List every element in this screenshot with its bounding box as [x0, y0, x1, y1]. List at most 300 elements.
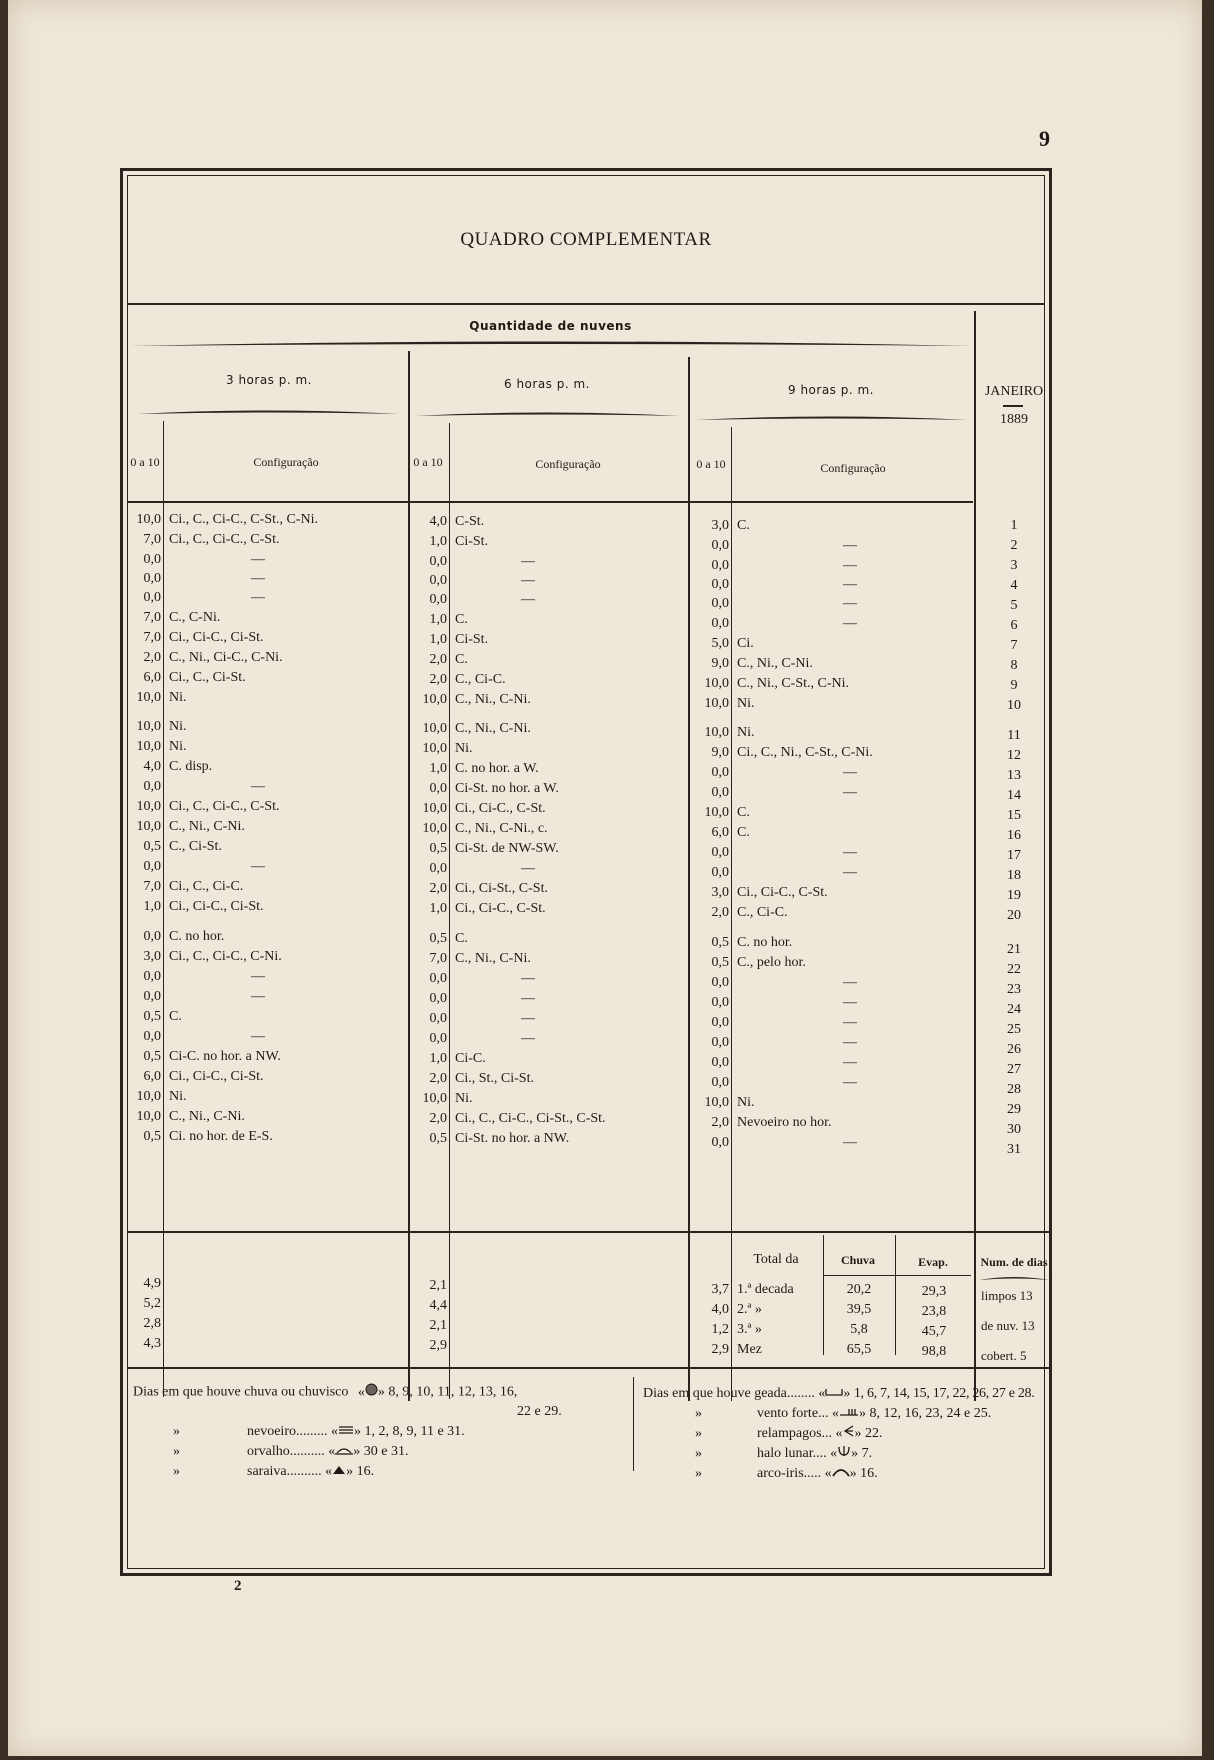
config-9pm: —	[843, 1015, 857, 1030]
config-9pm: C.	[737, 825, 750, 840]
config-3pm: —	[251, 989, 265, 1004]
clouds-6pm-value: 10,0	[422, 821, 447, 836]
clouds-6pm-value: 0,5	[429, 841, 447, 856]
hail-label: saraiva..........	[247, 1464, 322, 1480]
config-9pm: —	[843, 765, 857, 780]
frost-symbol-icon	[825, 1385, 843, 1403]
vline-scale-6pm	[449, 423, 450, 1399]
month-divider	[1003, 405, 1023, 407]
clouds-6pm-value: 1,0	[429, 1051, 447, 1066]
rainbow-days: 16.	[860, 1466, 878, 1482]
total-label: Total da	[753, 1252, 799, 1267]
config-6pm: Ni.	[455, 741, 473, 756]
period-9pm-brace	[695, 415, 967, 425]
month-label: JANEIRO	[984, 384, 1044, 399]
halo-row: halo lunar.... « » 7.	[757, 1446, 873, 1462]
clouds-9pm-value: 0,0	[711, 995, 729, 1010]
summary-period-label: 1.ª decada	[737, 1282, 794, 1297]
clouds-6pm-value: 10,0	[422, 741, 447, 756]
day-number: 21	[1007, 942, 1021, 957]
clouds-9pm-value: 0,5	[711, 955, 729, 970]
page-number: 9	[1039, 126, 1050, 151]
summary-6pm-value: 2,1	[429, 1278, 447, 1293]
evap-header: Evap.	[918, 1255, 948, 1269]
config-9pm: —	[843, 1035, 857, 1050]
summary-numdias-value: limpos 13	[981, 1288, 1033, 1303]
config-6pm: C-St.	[455, 514, 485, 529]
config-3pm: Ci., C., Ci-C.	[169, 879, 244, 894]
config-3pm: —	[251, 590, 265, 605]
clouds-9pm-value: 0,0	[711, 616, 729, 631]
clouds-9pm-value: 0,0	[711, 1035, 729, 1050]
clouds-6pm-value: 0,5	[429, 1131, 447, 1146]
clouds-3pm-value: 0,0	[143, 929, 161, 944]
lightning-days: 22.	[865, 1426, 883, 1442]
table-frame	[120, 168, 1052, 1576]
config-3pm: C. no hor.	[169, 929, 225, 944]
clouds-3pm-value: 10,0	[136, 819, 161, 834]
config-9pm: C.	[737, 805, 750, 820]
day-number: 13	[1007, 768, 1021, 783]
clouds-9pm-value: 10,0	[704, 1095, 729, 1110]
summary-evap-value: 23,8	[921, 1304, 947, 1319]
config-6pm: C.	[455, 652, 468, 667]
wind-days: 8, 12, 16, 23, 24 e 25.	[869, 1406, 992, 1422]
config-3pm: Ci., C., Ci-C., C-Ni.	[169, 949, 282, 964]
config-9pm: —	[843, 995, 857, 1010]
clouds-3pm-value: 0,0	[143, 590, 161, 605]
clouds-9pm-value: 0,0	[711, 1015, 729, 1030]
config-6pm: Ci., St., Ci-St.	[455, 1071, 534, 1086]
clouds-6pm-value: 2,0	[429, 652, 447, 667]
clouds-6pm-value: 1,0	[429, 901, 447, 916]
clouds-6pm-value: 0,0	[429, 554, 447, 569]
config-3pm: Ci., C., Ci-C., C-St.	[169, 532, 280, 547]
period-9pm: 9 horas p. m.	[788, 383, 874, 397]
config-9pm: C., Ci-C.	[737, 905, 788, 920]
clouds-6pm-value: 0,0	[429, 573, 447, 588]
config-3pm: —	[251, 552, 265, 567]
halo-symbol-icon	[837, 1445, 851, 1463]
clouds-9pm-value: 0,0	[711, 538, 729, 553]
config-3pm: C., Ni., C-Ni.	[169, 819, 245, 834]
summary-evap-value: 45,7	[921, 1324, 947, 1339]
clouds-3pm-value: 10,0	[136, 719, 161, 734]
clouds-6pm-value: 0,0	[429, 1031, 447, 1046]
notes-left-intro: Dias em que houve chuva ou chuvisco	[133, 1384, 349, 1400]
clouds-9pm-value: 10,0	[704, 676, 729, 691]
clouds-3pm-value: 0,5	[143, 1129, 161, 1144]
rain-days: 8, 9, 10, 11, 12, 13, 16,	[388, 1384, 518, 1400]
config-6pm: Ci-St. no hor. a NW.	[455, 1131, 570, 1146]
config-6pm: Ni.	[455, 1091, 473, 1106]
clouds-3pm-value: 0,0	[143, 989, 161, 1004]
config-6pm: Ci., Ci-C., C-St.	[455, 801, 546, 816]
config-3pm: Ni.	[169, 739, 187, 754]
config-6pm: —	[521, 554, 535, 569]
clouds-9pm-value: 3,0	[711, 518, 729, 533]
clouds-6pm-value: 2,0	[429, 881, 447, 896]
config-6pm: C. no hor. a W.	[455, 761, 539, 776]
clouds-6pm-value: 0,0	[429, 861, 447, 876]
clouds-3pm-value: 6,0	[143, 670, 161, 685]
config-9pm: C., pelo hor.	[737, 955, 806, 970]
period-3pm-brace	[137, 409, 399, 419]
numdias-brace	[979, 1275, 1049, 1285]
day-number: 7	[1010, 638, 1018, 653]
day-number: 14	[1007, 788, 1021, 803]
wind-symbol-icon	[839, 1405, 859, 1423]
clouds-3pm-value: 0,0	[143, 859, 161, 874]
config-3pm: C., Ni., C-Ni.	[169, 1109, 245, 1124]
config-9pm: —	[843, 538, 857, 553]
rainbow-row: arco-iris..... « » 16.	[757, 1466, 878, 1482]
clouds-header-brace	[129, 339, 971, 349]
config-3pm: Ci., C., Ci-St.	[169, 670, 246, 685]
summary-9pm-value: 1,2	[711, 1322, 729, 1337]
clouds-3pm-value: 7,0	[143, 532, 161, 547]
config-9pm: —	[843, 865, 857, 880]
clouds-9pm-value: 0,0	[711, 577, 729, 592]
summary-evap-value: 98,8	[921, 1344, 947, 1359]
config-9pm: —	[843, 845, 857, 860]
config-9pm: —	[843, 577, 857, 592]
clouds-3pm-value: 0,5	[143, 1049, 161, 1064]
clouds-3pm-value: 0,0	[143, 552, 161, 567]
notes-right-intro: Dias em que houve geada........	[643, 1386, 815, 1402]
config-3pm: C. disp.	[169, 759, 213, 774]
day-number: 20	[1007, 908, 1021, 923]
summary-period-label: 2.ª »	[737, 1302, 762, 1317]
config-6pm: C., Ni., C-Ni.	[455, 721, 531, 736]
clouds-3pm-value: 0,0	[143, 1029, 161, 1044]
summary-3pm-value: 2,8	[143, 1316, 161, 1331]
config-3pm: —	[251, 859, 265, 874]
clouds-6pm-value: 1,0	[429, 534, 447, 549]
clouds-9pm-value: 0,0	[711, 1075, 729, 1090]
summary-numdias-value: cobert. 5	[981, 1348, 1027, 1363]
config-3pm: Ci., C., Ci-C., C-St., C-Ni.	[169, 512, 318, 527]
hail-row: saraiva.......... « » 16.	[247, 1464, 375, 1480]
config-9pm: C.	[737, 518, 750, 533]
clouds-9pm-value: 2,0	[711, 905, 729, 920]
header-rule	[127, 501, 973, 503]
clouds-6pm-value: 10,0	[422, 1091, 447, 1106]
summary-3pm-value: 4,9	[143, 1276, 161, 1291]
config-6pm: Ci-St. no hor. a W.	[455, 781, 559, 796]
config-6pm: C., Ni., C-Ni.	[455, 692, 531, 707]
vline-numdias	[974, 1235, 976, 1355]
wind-label: vento forte...	[757, 1406, 829, 1422]
day-number: 22	[1007, 962, 1021, 977]
day-number: 27	[1007, 1062, 1021, 1077]
day-number: 28	[1007, 1082, 1021, 1097]
summary-9pm-value: 2,9	[711, 1342, 729, 1357]
summary-6pm-value: 4,4	[429, 1298, 447, 1313]
config-9pm: Nevoeiro no hor.	[737, 1115, 832, 1130]
day-number: 1	[1010, 518, 1018, 533]
lightning-row: relampagos... « » 22.	[757, 1426, 883, 1442]
clouds-3pm-value: 0,0	[143, 779, 161, 794]
summary-period-label: Mez	[737, 1342, 762, 1357]
config-6pm: Ci-C.	[455, 1051, 486, 1066]
config-9pm: C., Ni., C-St., C-Ni.	[737, 676, 850, 691]
clouds-9pm-value: 2,0	[711, 1115, 729, 1130]
config-9pm: Ci., Ci-C., C-St.	[737, 885, 828, 900]
config-3pm: C., Ni., Ci-C., C-Ni.	[169, 650, 283, 665]
dew-symbol-icon	[335, 1443, 353, 1461]
summary-period-label: 3.ª »	[737, 1322, 762, 1337]
config-6pm: Ci., Ci-St., C-St.	[455, 881, 548, 896]
clouds-9pm-value: 3,0	[711, 885, 729, 900]
rain-symbol-icon	[365, 1383, 378, 1402]
summary-9pm-value: 3,7	[711, 1282, 729, 1297]
day-number: 19	[1007, 888, 1021, 903]
day-number: 11	[1007, 728, 1021, 743]
clouds-9pm-value: 10,0	[704, 696, 729, 711]
summary-6pm-value: 2,9	[429, 1338, 447, 1353]
clouds-9pm-value: 0,0	[711, 785, 729, 800]
config-6pm: C., Ci-C.	[455, 672, 506, 687]
clouds-3pm-value: 4,0	[143, 759, 161, 774]
clouds-3pm-value: 2,0	[143, 650, 161, 665]
config-9pm: C. no hor.	[737, 935, 793, 950]
period-6pm-brace	[415, 411, 679, 421]
config-6pm: C., Ni., C-Ni., c.	[455, 821, 548, 836]
hail-symbol-icon	[332, 1463, 346, 1481]
clouds-6pm-value: 0,5	[429, 931, 447, 946]
dew-label: orvalho..........	[247, 1444, 325, 1460]
config-9pm: —	[843, 785, 857, 800]
clouds-3pm-value: 0,5	[143, 1009, 161, 1024]
config-3pm: —	[251, 969, 265, 984]
clouds-3pm-value: 1,0	[143, 899, 161, 914]
clouds-9pm-value: 0,0	[711, 765, 729, 780]
summary-chuva-value: 20,2	[846, 1282, 872, 1297]
document-page	[8, 0, 1202, 1756]
fog-row: nevoeiro......... « » 1, 2, 8, 9, 11 e 31.	[247, 1424, 465, 1440]
config-9pm: —	[843, 1055, 857, 1070]
day-number: 12	[1007, 748, 1021, 763]
footer-number: 2	[234, 1578, 242, 1594]
config-9pm: Ni.	[737, 725, 755, 740]
day-number: 17	[1007, 848, 1021, 863]
day-number: 30	[1007, 1122, 1021, 1137]
halo-days: 7.	[861, 1446, 873, 1462]
ditto-fog: »	[173, 1424, 180, 1439]
clouds-9pm-value: 0,0	[711, 1055, 729, 1070]
fog-days: 1, 2, 8, 9, 11 e 31.	[364, 1424, 465, 1440]
config-6pm: —	[521, 573, 535, 588]
config-3pm: Ci., Ci-C., Ci-St.	[169, 899, 264, 914]
day-number: 2	[1010, 538, 1018, 553]
config-3pm: Ni.	[169, 690, 187, 705]
day-number: 29	[1007, 1102, 1021, 1117]
clouds-3pm-value: 10,0	[136, 512, 161, 527]
clouds-3pm-value: 0,0	[143, 571, 161, 586]
ditto-wind: »	[695, 1406, 702, 1421]
clouds-9pm-value: 0,0	[711, 558, 729, 573]
clouds-9pm-value: 0,0	[711, 975, 729, 990]
lightning-label: relampagos...	[757, 1426, 833, 1442]
day-number: 23	[1007, 982, 1021, 997]
dew-row: orvalho.......... « » 30 e 31.	[247, 1444, 409, 1460]
config-6pm: Ci-St.	[455, 534, 489, 549]
clouds-9pm-value: 9,0	[711, 745, 729, 760]
summary-6pm-value: 2,1	[429, 1318, 447, 1333]
summary-3pm-value: 4,3	[143, 1336, 161, 1351]
clouds-3pm-value: 10,0	[136, 1089, 161, 1104]
clouds-3pm-value: 7,0	[143, 610, 161, 625]
config-6pm: —	[521, 971, 535, 986]
summary-rule	[127, 1231, 1051, 1233]
clouds-6pm-value: 0,0	[429, 781, 447, 796]
ditto-halo: »	[695, 1446, 702, 1461]
day-number: 15	[1007, 808, 1021, 823]
config-6pm: C., Ni., C-Ni.	[455, 951, 531, 966]
config-9pm: —	[843, 1135, 857, 1150]
period-6pm: 6 horas p. m.	[504, 377, 590, 391]
clouds-3pm-value: 10,0	[136, 1109, 161, 1124]
config-6pm: Ci., Ci-C., C-St.	[455, 901, 546, 916]
summary-3pm-value: 5,2	[143, 1296, 161, 1311]
col-scale-9pm: 0 a 10	[696, 457, 726, 471]
rain-days-continued: 22 e 29.	[517, 1404, 562, 1419]
clouds-3pm-value: 10,0	[136, 799, 161, 814]
clouds-6pm-value: 2,0	[429, 1111, 447, 1126]
clouds-6pm-value: 0,0	[429, 991, 447, 1006]
clouds-9pm-value: 10,0	[704, 805, 729, 820]
summary-numdias-value: de nuv. 13	[981, 1318, 1035, 1333]
clouds-9pm-value: 0,0	[711, 845, 729, 860]
notes-left-line1: Dias em que houve chuva ou chuvisco « » 8, 9, 10, 11, 12, 13, 16,	[133, 1383, 517, 1402]
ditto-rainbow: »	[695, 1466, 702, 1481]
day-number: 9	[1010, 678, 1018, 693]
summary-chuva-value: 39,5	[846, 1302, 872, 1317]
config-9pm: —	[843, 558, 857, 573]
day-number: 3	[1010, 558, 1018, 573]
col-config-6pm: Configuração	[535, 457, 601, 471]
clouds-6pm-value: 1,0	[429, 612, 447, 627]
config-9pm: —	[843, 975, 857, 990]
clouds-6pm-value: 0,0	[429, 971, 447, 986]
config-3pm: Ci., Ci-C., Ci-St.	[169, 1069, 264, 1084]
clouds-3pm-value: 7,0	[143, 879, 161, 894]
day-number: 16	[1007, 828, 1021, 843]
col-scale-3pm: 0 a 10	[130, 455, 160, 469]
clouds-9pm-value: 6,0	[711, 825, 729, 840]
fog-symbol-icon	[338, 1423, 354, 1441]
clouds-3pm-value: 0,0	[143, 969, 161, 984]
summary-evap-value: 29,3	[921, 1284, 947, 1299]
clouds-3pm-value: 3,0	[143, 949, 161, 964]
clouds-6pm-value: 4,0	[429, 514, 447, 529]
ditto-hail: »	[173, 1464, 180, 1479]
config-6pm: Ci-St. de NW-SW.	[455, 841, 559, 856]
config-9pm: C., Ni., C-Ni.	[737, 656, 813, 671]
dew-days: 30 e 31.	[363, 1444, 409, 1460]
clouds-9pm-value: 0,5	[711, 935, 729, 950]
day-number: 24	[1007, 1002, 1021, 1017]
day-number: 4	[1010, 578, 1018, 593]
config-6pm: —	[521, 1011, 535, 1026]
clouds-3pm-value: 6,0	[143, 1069, 161, 1084]
clouds-6pm-value: 2,0	[429, 672, 447, 687]
hail-days: 16.	[356, 1464, 375, 1480]
config-3pm: —	[251, 779, 265, 794]
config-6pm: C.	[455, 612, 468, 627]
config-3pm: —	[251, 571, 265, 586]
day-number: 18	[1007, 868, 1021, 883]
vline-scale-3pm	[163, 421, 164, 1397]
config-6pm: —	[521, 1031, 535, 1046]
day-number: 8	[1010, 658, 1018, 673]
rainbow-symbol-icon	[832, 1465, 850, 1483]
config-9pm: Ni.	[737, 696, 755, 711]
notes-right-line1: Dias em que houve geada........ « » 1, 6, 7, 14, 15, 17, 22, 26, 27 e 28.	[643, 1386, 1035, 1402]
clouds-3pm-value: 0,5	[143, 839, 161, 854]
title-rule	[127, 303, 1045, 305]
day-number: 10	[1007, 698, 1021, 713]
config-3pm: C.	[169, 1009, 182, 1024]
day-number: 6	[1010, 618, 1018, 633]
config-9pm: —	[843, 596, 857, 611]
period-3pm: 3 horas p. m.	[226, 373, 312, 387]
config-3pm: C., Ci-St.	[169, 839, 222, 854]
summary-9pm-value: 4,0	[711, 1302, 729, 1317]
config-6pm: Ci-St.	[455, 632, 489, 647]
config-6pm: —	[521, 861, 535, 876]
col-config-3pm: Configuração	[253, 455, 319, 469]
clouds-6pm-value: 0,0	[429, 592, 447, 607]
clouds-6pm-value: 1,0	[429, 632, 447, 647]
clouds-6pm-value: 1,0	[429, 761, 447, 776]
wind-row: vento forte... « » 8, 12, 16, 23, 24 e 25.	[757, 1406, 992, 1422]
clouds-6pm-value: 2,0	[429, 1071, 447, 1086]
clouds-header: Quantidade de nuvens	[469, 319, 632, 333]
clouds-3pm-value: 10,0	[136, 690, 161, 705]
summary-sub-rule	[823, 1275, 971, 1276]
year-label: 1889	[1000, 412, 1028, 427]
config-3pm: Ni.	[169, 1089, 187, 1104]
notes-rule	[127, 1367, 1051, 1369]
clouds-3pm-value: 7,0	[143, 630, 161, 645]
col-config-9pm: Configuração	[820, 461, 886, 475]
config-9pm: Ni.	[737, 1095, 755, 1110]
day-number: 5	[1010, 598, 1018, 613]
day-number: 25	[1007, 1022, 1021, 1037]
config-6pm: —	[521, 592, 535, 607]
page-title: QUADRO COMPLEMENTAR	[460, 229, 712, 250]
summary-chuva-value: 5,8	[850, 1322, 868, 1337]
clouds-6pm-value: 0,0	[429, 1011, 447, 1026]
col-scale-6pm: 0 a 10	[413, 455, 443, 469]
lightning-symbol-icon	[843, 1425, 855, 1443]
config-3pm: Ci., C., Ci-C., C-St.	[169, 799, 280, 814]
config-3pm: Ci-C. no hor. a NW.	[169, 1049, 281, 1064]
clouds-9pm-value: 5,0	[711, 636, 729, 651]
halo-label: halo lunar....	[757, 1446, 827, 1462]
clouds-6pm-value: 7,0	[429, 951, 447, 966]
summary-chuva-value: 65,5	[846, 1342, 872, 1357]
config-9pm: —	[843, 1075, 857, 1090]
frost-days: 1, 6, 7, 14, 15, 17, 22, 26, 27 e 28.	[853, 1386, 1035, 1402]
ditto-lightning: »	[695, 1426, 702, 1441]
notes-divider	[633, 1377, 634, 1471]
clouds-6pm-value: 10,0	[422, 721, 447, 736]
clouds-6pm-value: 10,0	[422, 692, 447, 707]
config-9pm: Ci., C., Ni., C-St., C-Ni.	[737, 745, 873, 760]
